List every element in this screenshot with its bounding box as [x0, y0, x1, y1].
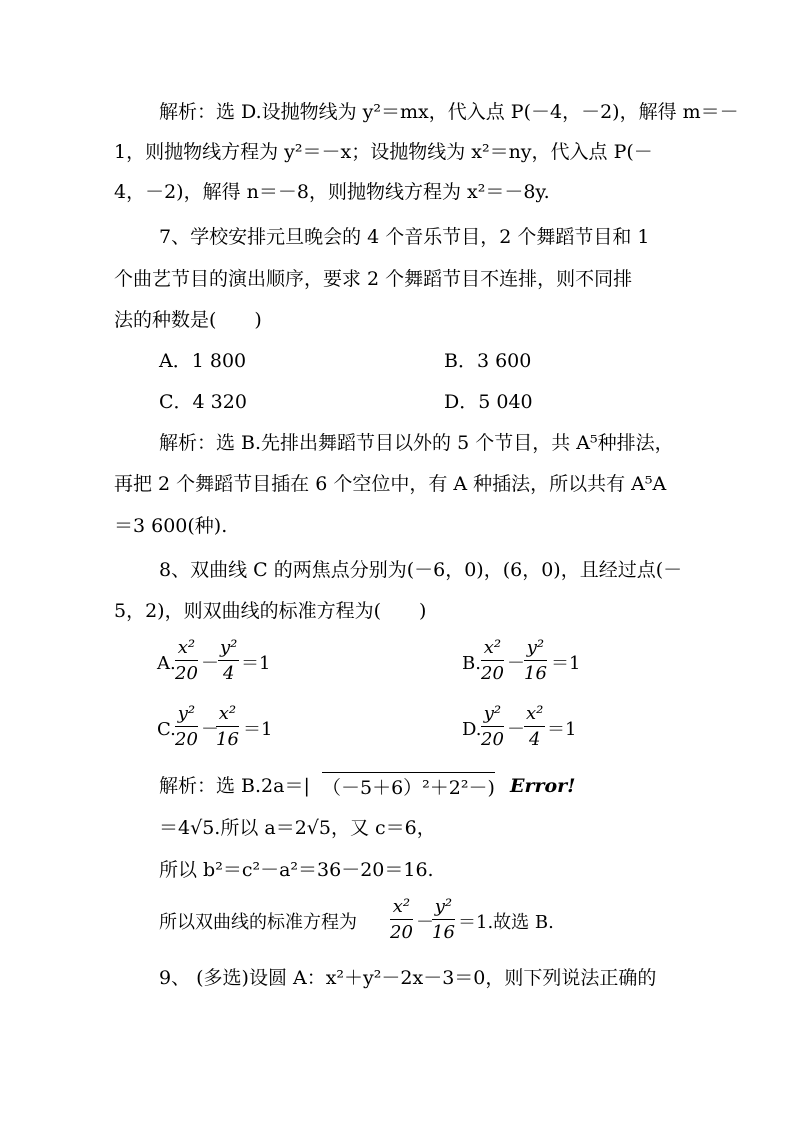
- denominator: 20: [481, 729, 504, 750]
- text: 1，则抛物线方程为 y²＝－x；设抛物线为 x²＝ny，代入点 P(－: [114, 141, 653, 163]
- option-a-label: A.: [157, 653, 176, 674]
- fraction: [481, 702, 504, 753]
- denominator: 20: [390, 922, 413, 943]
- text: 法的种数是( ): [114, 309, 262, 331]
- text: 再把 2 个舞蹈节目插在 6 个空位中，有 A 种插法，所以共有 A⁵A: [114, 473, 667, 495]
- denominator: 4: [222, 663, 235, 684]
- text: 解析：选 B.2a＝|: [159, 775, 310, 797]
- fraction: [216, 702, 239, 753]
- operator: －: [507, 719, 525, 740]
- numerator: y²: [524, 636, 547, 661]
- numerator: x²: [524, 702, 545, 727]
- denominator: 16: [524, 663, 547, 684]
- numerator: x²: [481, 636, 504, 661]
- operator: －: [416, 912, 434, 933]
- fraction: [524, 702, 545, 753]
- fraction: [175, 702, 198, 753]
- equals-one: ＝1: [243, 719, 273, 740]
- text: 个曲艺节目的演出顺序，要求 2 个舞蹈节目不连排，则不同排: [114, 268, 633, 290]
- text: 所以 b²＝c²－a²＝36－20＝16.: [159, 859, 434, 881]
- text: ＝3 600(种).: [114, 515, 228, 537]
- text: ＝4√5.所以 a＝2√5，又 c＝6，: [159, 817, 436, 839]
- question-7-options-row-2: [0, 382, 794, 422]
- sqrt-expression: [322, 772, 495, 803]
- option-c-label: C.: [157, 719, 176, 740]
- text: 5，2)，则双曲线的标准方程为( ): [114, 600, 427, 622]
- error-marker: Error!: [510, 775, 576, 797]
- denominator: 20: [175, 663, 198, 684]
- fraction: [175, 636, 198, 687]
- denominator: 20: [481, 663, 504, 684]
- text: 解析：选 D.设抛物线为 y²＝mx，代入点 P(－4，－2)，解得 m＝－: [159, 101, 739, 123]
- numerator: y²: [218, 636, 239, 661]
- question-8-line-1: [0, 550, 794, 590]
- fraction: [432, 895, 455, 946]
- solution-6-line-1: [0, 92, 794, 132]
- question-8-options-row-2: [0, 702, 794, 758]
- equals-one: ＝1: [547, 719, 577, 740]
- equals-one: ＝1: [241, 653, 271, 674]
- question-8-line-2: [0, 591, 794, 631]
- solution-7-line-1: [0, 423, 794, 463]
- fraction: [481, 636, 504, 687]
- numerator: x²: [216, 702, 239, 727]
- option-d: D．5 040: [444, 391, 533, 413]
- solution-8-line-3: [0, 850, 794, 890]
- text: ＝1.故选 B.: [458, 912, 554, 933]
- option-d-label: D.: [462, 719, 482, 740]
- solution-8-line-1: [0, 766, 794, 806]
- numerator: x²: [390, 895, 413, 920]
- numerator: x²: [175, 636, 198, 661]
- equals-one: ＝1: [551, 653, 581, 674]
- text: 所以双曲线的标准方程为: [159, 912, 357, 933]
- solution-6-line-3: [0, 172, 794, 212]
- option-a: A．1 800: [159, 350, 247, 372]
- denominator: 20: [175, 729, 198, 750]
- denominator: 4: [528, 729, 541, 750]
- option-c: C．4 320: [159, 391, 247, 413]
- operator: －: [201, 719, 219, 740]
- solution-8-line-2: [0, 808, 794, 848]
- text: 解析：选 B.先排出舞蹈节目以外的 5 个节目，共 A⁵种排法，: [159, 432, 674, 454]
- operator: －: [201, 653, 219, 674]
- question-9-line-1: [0, 958, 794, 998]
- numerator: y²: [175, 702, 198, 727]
- solution-7-line-3: [0, 506, 794, 546]
- question-8-options-row-1: [0, 636, 794, 692]
- question-7-line-3: [0, 300, 794, 340]
- solution-8-line-4: [0, 895, 794, 951]
- question-7-options-row-1: [0, 341, 794, 381]
- text: （－5＋6）²＋2²－): [322, 777, 495, 799]
- option-b: B．3 600: [444, 350, 532, 372]
- denominator: 16: [432, 922, 455, 943]
- question-7-line-1: [0, 217, 794, 257]
- text: 8、双曲线 C 的两焦点分别为(－6，0)，(6，0)，且经过点(－: [159, 559, 683, 581]
- text: 7、学校安排元旦晚会的 4 个音乐节目，2 个舞蹈节目和 1: [159, 226, 650, 248]
- operator: －: [507, 653, 525, 674]
- numerator: y²: [481, 702, 504, 727]
- question-7-line-2: [0, 259, 794, 299]
- solution-6-line-2: [0, 132, 794, 172]
- fraction: [390, 895, 413, 946]
- option-b-label: B.: [462, 653, 481, 674]
- text: 9、 (多选)设圆 A：x²＋y²－2x－3＝0，则下列说法正确的: [159, 967, 657, 989]
- solution-7-line-2: [0, 464, 794, 504]
- fraction: [524, 636, 547, 687]
- numerator: y²: [432, 895, 455, 920]
- fraction: [218, 636, 239, 687]
- text: 4，－2)，解得 n＝－8，则抛物线方程为 x²＝－8y.: [114, 181, 550, 203]
- denominator: 16: [216, 729, 239, 750]
